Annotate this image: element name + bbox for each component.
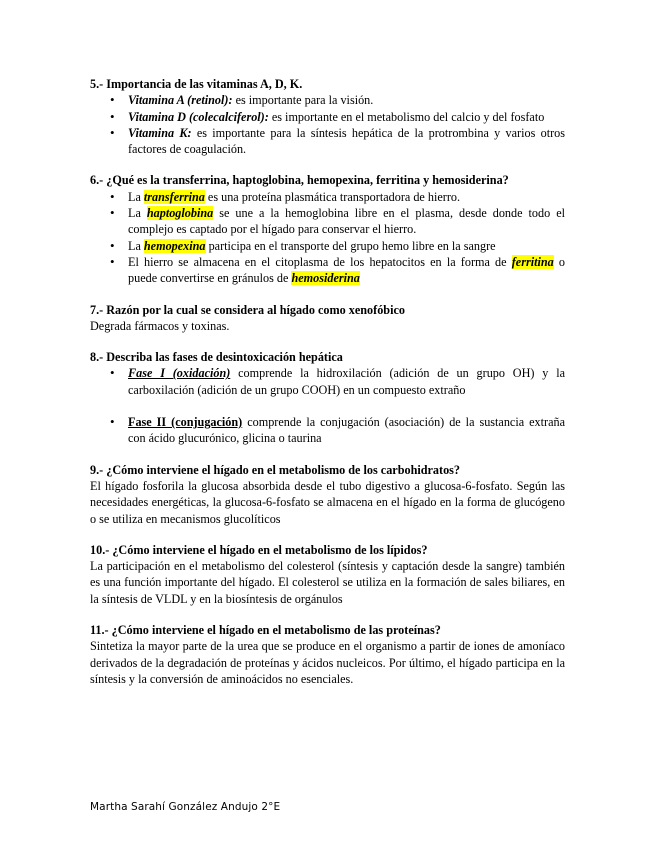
section-7-body: Degrada fármacos y toxinas. — [90, 318, 230, 333]
highlighted-term: ferritina — [511, 254, 554, 269]
section-9-body: El hígado fosforila la glucosa absorbida desde el tubo digestivo a glucosa-6-fosfato. Según las necesidades energéticas, la glucosa-6-fosfato se almacena en el hígado en la forma de glucógeno o se utiliza en mecanismos glucolíticos — [90, 478, 565, 526]
section-10 — [90, 542, 565, 607]
phases-list — [90, 365, 565, 446]
list-item: • La transferrina es una proteína plasmática transportadora de hierro. — [128, 189, 565, 205]
section-10-title: 10.- ¿Cómo interviene el hígado en el metabolismo de los lípidos? — [90, 542, 428, 557]
highlighted-term: hemosiderina — [291, 271, 360, 286]
section-11-body: Sintetiza la mayor parte de la urea que se produce en el organismo a partir de iones de amoníaco derivados de la degradación de proteínas y ácidos nucleicos. Por último, el hígado participa en la síntesis y la conversión de aminoácidos no esenciales. — [90, 639, 565, 686]
section-6 — [90, 172, 565, 286]
document-page — [90, 76, 565, 702]
section-8-title: 8.- Describa las fases de desintoxicación hepática — [90, 350, 343, 365]
section-11 — [90, 622, 565, 687]
section-9-title: 9.- ¿Cómo interviene el hígado en el metabolismo de los carbohidratos? — [90, 462, 460, 477]
list-item: • Fase I (oxidación) comprende la hidroxilación (adición de un grupo OH) y la carboxilación (adición de un grupo COOH) en un compuesto extraño — [128, 365, 565, 398]
section-8 — [90, 349, 565, 446]
list-item: • Vitamina K: es importante para la síntesis hepática de la protrombina y varios otros factores de coagulación. — [128, 125, 565, 158]
section-9 — [90, 462, 565, 527]
proteins-list — [90, 189, 565, 287]
section-7-title: 7.- Razón por la cual se considera al hígado como xenofóbico — [90, 302, 405, 317]
highlighted-term: transferrina — [143, 189, 205, 204]
list-item: • La hemopexina participa en el transporte del grupo hemo libre en la sangre — [128, 238, 565, 254]
section-11-title: 11.- ¿Cómo interviene el hígado en el metabolismo de las proteínas? — [90, 623, 441, 638]
page-footer: Martha Sarahí González Andujo 2°E — [90, 801, 281, 813]
section-6-title: 6.- ¿Qué es la transferrina, haptoglobina, hemopexina, ferritina y hemosiderina? — [90, 173, 509, 188]
list-item: • El hierro se almacena en el citoplasma de los hepatocitos en la forma de ferritina o puede convertirse en gránulos de hemosiderina — [128, 254, 565, 287]
highlighted-term: hemopexina — [143, 238, 206, 253]
section-10-body: La participación en el metabolismo del colesterol (síntesis y captación desde la sangre) también es una función importante del hígado. El colesterol se utiliza en la formación de sales biliares, en la síntesis de VLDL y en la biosíntesis de orgánulos — [90, 559, 565, 606]
list-item: • La haptoglobina se une a la hemoglobina libre en el plasma, desde donde todo el complejo es captado por el hígado para conservar el hierro. — [128, 205, 565, 238]
section-5 — [90, 76, 565, 157]
section-7 — [90, 302, 565, 335]
list-item: • Vitamina D (colecalciferol): es importante en el metabolismo del calcio y del fosfato — [128, 109, 565, 125]
list-item: • Vitamina A (retinol): es importante para la visión. — [128, 92, 565, 108]
vitamins-list — [90, 92, 565, 157]
highlighted-term: haptoglobina — [146, 206, 214, 221]
list-item: • Fase II (conjugación) comprende la conjugación (asociación) de la sustancia extraña con ácido glucurónico, glicina o taurina — [128, 414, 565, 447]
section-5-title: 5.- Importancia de las vitaminas A, D, K. — [90, 77, 303, 91]
